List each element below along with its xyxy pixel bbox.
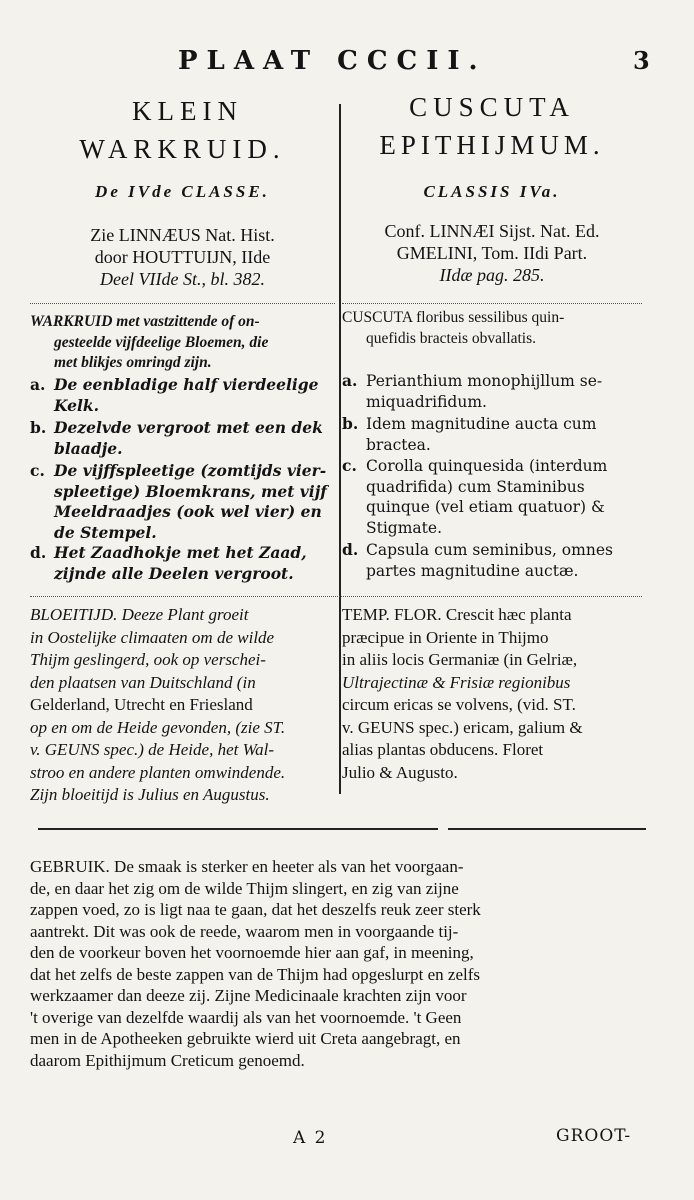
left-desc-line: gesteelde vijfdeelige Bloemen, die <box>54 333 269 351</box>
bloeitijd-line: Thijm geslingerd, ook op verschei- <box>30 650 266 669</box>
left-item-line: Dezelvde vergroot met een dek <box>54 418 323 437</box>
tempflor-line: in aliis locis Germaniæ (in Gelriæ, <box>342 650 578 669</box>
right-reference <box>342 220 642 286</box>
gebruik-line: 't overige van dezelfde waardij als van het voornoemde. 't Geen <box>30 1007 462 1027</box>
right-tempflor <box>342 604 642 784</box>
right-item-line: partes magnitudine auctæ. <box>366 561 579 580</box>
left-item-line: Het Zaadhokje met het Zaad, <box>54 543 307 562</box>
left-title-block <box>30 92 335 168</box>
right-item-a <box>342 371 642 412</box>
right-desc-line: quefidis bracteis obvallatis. <box>366 329 537 347</box>
right-item-line: Stigmate. <box>366 518 442 537</box>
left-ref-line3: Deel VIIde St., bl. 382. <box>100 269 265 289</box>
bottom-rule-left <box>38 828 438 830</box>
left-item-line: Meeldraadjes (ook wel vier) en <box>54 502 322 521</box>
right-description <box>342 308 642 349</box>
left-item-line: De eenbladige half vierdeelige <box>54 375 319 394</box>
tempflor-line: TEMP. FLOR. Crescit hæc planta <box>342 605 572 624</box>
gebruik-line: zappen voed, zo is ligt naa te gaan, dat het deszelfs reuk zeer sterk <box>30 900 481 919</box>
right-classe: CLASSIS IVa. <box>423 182 561 201</box>
right-title-line2: EPITHIJMUM. <box>379 130 605 160</box>
left-title-line2: WARKRUID. <box>79 134 286 164</box>
left-item-label: b. <box>30 418 47 437</box>
right-item-line: Capsula cum seminibus, omnes <box>366 541 613 559</box>
left-bloeitijd <box>30 604 335 807</box>
left-reference <box>30 224 335 290</box>
gebruik-line: daarom Epithijmum Creticum genoemd. <box>30 1050 305 1070</box>
gebruik-line: den de voorkeur boven het voornoemde hier aan gaf, in meening, <box>30 943 474 962</box>
left-item-c <box>30 461 335 543</box>
left-item-line: blaadje. <box>54 438 123 458</box>
plate-heading: PLAAT CCCII. <box>178 46 487 76</box>
bloeitijd-line: BLOEITIJD. Deeze Plant groeit <box>30 605 249 624</box>
left-item-label: a. <box>30 375 46 394</box>
right-item-line: Perianthium monophijllum se- <box>366 372 603 390</box>
left-item-d <box>30 543 335 584</box>
right-item-line: Idem magnitudine aucta cum <box>366 415 597 433</box>
left-desc-line: met blikjes omringd zijn. <box>54 354 212 371</box>
bloeitijd-line: stroo en andere planten omwindende. <box>30 762 286 782</box>
tempflor-line: v. GEUNS spec.) ericam, galium & <box>342 717 583 737</box>
right-item-line: bractea. <box>366 435 431 454</box>
right-title-line1: CUSCUTA <box>409 92 575 122</box>
gebruik-line: de, en daar het zig om de wilde Thijm slingert, en zig van zijne <box>30 878 459 898</box>
right-item-b <box>342 414 642 455</box>
signature-mark: A 2 <box>293 1128 328 1148</box>
right-item-line: quadrifida) cum Staminibus <box>366 477 585 496</box>
left-item-line: Kelk. <box>54 395 100 415</box>
right-item-label: d. <box>342 540 359 559</box>
left-ref-line2: door HOUTTUIJN, IIde <box>94 247 271 267</box>
mid-section-rule <box>30 596 642 598</box>
left-item-line: de Stempel. <box>54 522 157 542</box>
right-item-line: miquadrifidum. <box>366 392 487 411</box>
right-item-line: quinque (vel etiam quatuor) & <box>366 498 605 516</box>
left-item-line: De vijffspleetige (zomtijds vier- <box>54 461 327 480</box>
gebruik-line: aantrekt. Dit was ook de reede, waarom men in voorgaande tij- <box>30 921 459 941</box>
right-ref-line1: Conf. LINNÆI Sijst. Nat. Ed. <box>384 221 600 241</box>
right-item-label: c. <box>342 456 357 475</box>
bloeitijd-line: Zijn bloeitijd is Julius en Augustus. <box>30 785 270 804</box>
left-item-label: c. <box>30 461 45 480</box>
bloeitijd-line: in Oostelijke climaaten om de wilde <box>30 627 275 647</box>
tempflor-line: Julio & Augusto. <box>342 762 458 782</box>
bloeitijd-line: Gelderland, Utrecht en Friesland <box>30 695 253 714</box>
bottom-rule-right <box>448 828 646 830</box>
left-item-line: zijnde alle Deelen vergroot. <box>54 563 294 583</box>
gebruik-line: werkzaamer dan deeze zij. Zijne Medicinaale krachten zijn voor <box>30 986 467 1005</box>
right-ref-line3: IIdæ pag. 285. <box>439 265 545 285</box>
left-item-label: d. <box>30 543 47 562</box>
right-item-d <box>342 540 642 581</box>
left-desc-line: WARKRUID met vastzittende of on- <box>30 313 260 330</box>
bloeitijd-line: op en om de Heide gevonden, (zie ST. <box>30 717 286 737</box>
right-item-label: b. <box>342 414 359 433</box>
tempflor-line: circum ericas se volvens, (vid. ST. <box>342 695 576 714</box>
left-classe: De IVde CLASSE. <box>95 182 270 201</box>
left-item-line: spleetige) Bloemkrans, met vijf <box>54 481 327 501</box>
gebruik-line: dat het zelfs de beste zappen van de Thijm had opgeslurpt en zelfs <box>30 964 481 984</box>
left-description <box>30 312 335 374</box>
right-ref-line2: GMELINI, Tom. IIdi Part. <box>396 243 588 263</box>
bloeitijd-line: den plaatsen van Duitschland (in <box>30 672 256 692</box>
right-section-rule <box>342 303 642 305</box>
right-item-c <box>342 456 642 538</box>
right-desc-line: CUSCUTA floribus sessilibus quin- <box>342 309 565 326</box>
tempflor-line: Ultrajectinæ & Frisiæ regionibus <box>342 672 571 692</box>
page-number: 3 <box>633 46 650 75</box>
column-divider <box>339 104 341 794</box>
left-title-line1: KLEIN <box>132 96 243 126</box>
gebruik-paragraph <box>30 856 642 1071</box>
bloeitijd-line: v. GEUNS spec.) de Heide, het Wal- <box>30 740 275 759</box>
right-item-label: a. <box>342 371 358 390</box>
gebruik-line: GEBRUIK. De smaak is sterker en heeter als van het voorgaan- <box>30 857 464 876</box>
right-title-block <box>342 88 642 164</box>
gebruik-line: men in de Apotheeken gebruikte wierd uit Creta aangebragt, en <box>30 1029 461 1048</box>
left-ref-line1: Zie LINNÆUS Nat. Hist. <box>90 225 275 245</box>
left-section-rule <box>30 303 335 305</box>
tempflor-line: alias plantas obducens. Floret <box>342 740 544 759</box>
tempflor-line: præcipue in Oriente in Thijmo <box>342 627 549 647</box>
left-item-a <box>30 375 335 416</box>
right-item-line: Corolla quinquesida (interdum <box>366 457 608 475</box>
catchword: GROOT- <box>556 1126 632 1146</box>
left-item-b <box>30 418 335 459</box>
